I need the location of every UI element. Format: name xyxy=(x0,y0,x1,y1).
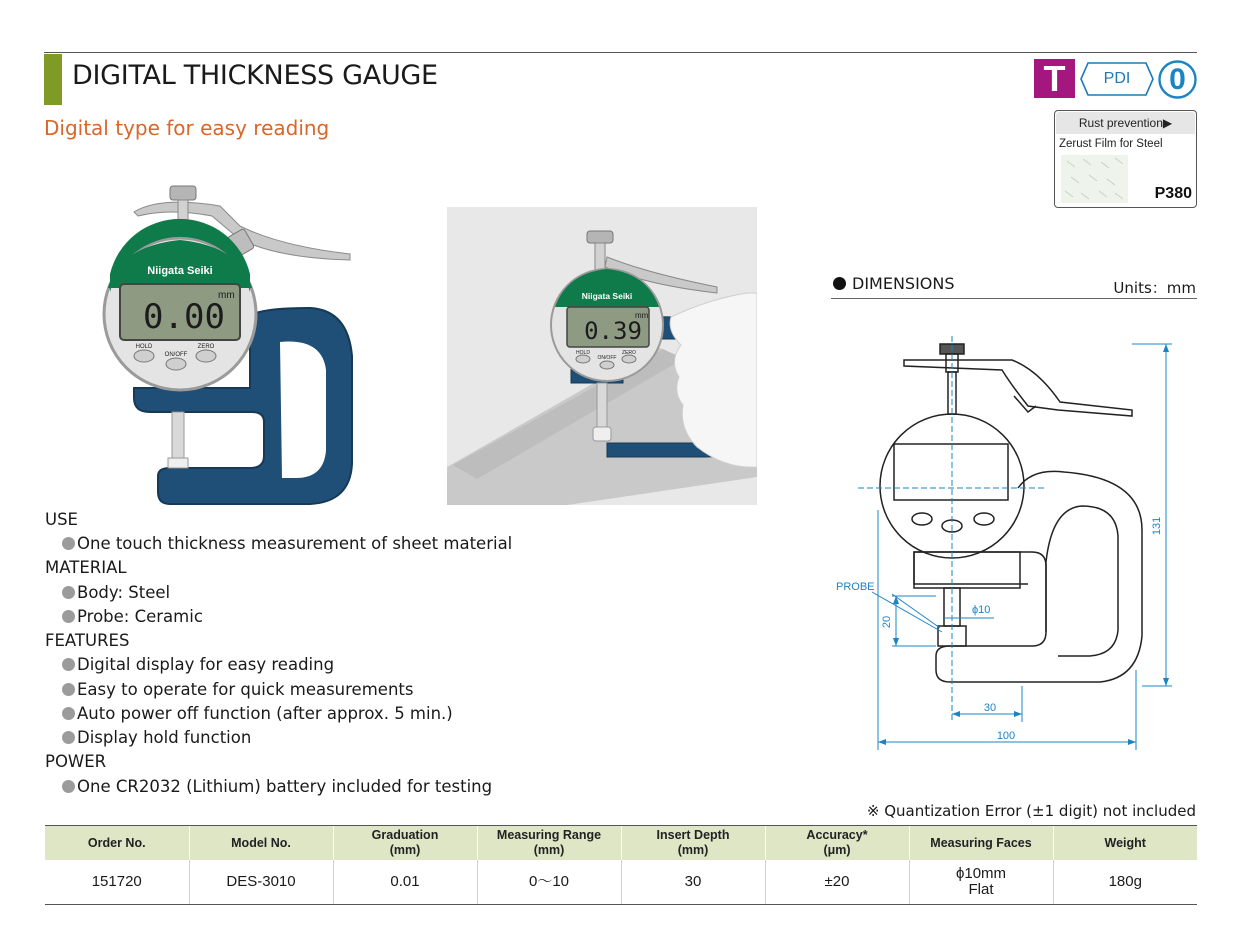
pdi-icon-label: PDI xyxy=(1103,70,1131,87)
cell-measuring-faces xyxy=(909,860,1053,905)
material-heading: MATERIAL xyxy=(45,558,127,577)
header-accuracy: Accuracy* (μm) xyxy=(765,826,909,861)
gauge-display-reading: 0.00 xyxy=(143,297,225,337)
features-heading: FEATURES xyxy=(45,631,130,650)
features-item-text: Auto power off function (after approx. 5 min.) xyxy=(77,704,453,723)
power-item xyxy=(62,777,492,797)
zero-icon xyxy=(1158,60,1197,99)
hand-gauge-hold-label: HOLD xyxy=(576,350,590,356)
header-weight: Weight xyxy=(1053,826,1197,861)
dimension-probe-label: PROBE xyxy=(836,581,875,593)
rust-prevention-box[interactable] xyxy=(1054,110,1197,208)
features-item-text: Easy to operate for quick measurements xyxy=(77,680,414,699)
features-item xyxy=(62,704,453,724)
use-item xyxy=(62,534,512,554)
gauge-onoff-label: ON/OFF xyxy=(164,352,188,358)
bullet-icon xyxy=(62,586,75,599)
material-item-text: Probe: Ceramic xyxy=(77,607,203,626)
power-item-text: One CR2032 (Lithium) battery included for testing xyxy=(77,777,493,796)
features-item xyxy=(62,680,413,700)
dimensions-heading xyxy=(833,274,955,293)
rust-prevention-product: Zerust Film for Steel xyxy=(1059,138,1163,150)
features-item xyxy=(62,655,334,675)
gauge-mm-label: mm xyxy=(218,290,235,301)
rust-prevention-heading: Rust prevention▶ xyxy=(1056,112,1195,134)
bullet-icon xyxy=(833,277,846,290)
header-model-no: Model No. xyxy=(189,826,333,861)
gauge-hold-label: HOLD xyxy=(135,344,153,350)
cell-insert-depth: 30 xyxy=(621,860,765,905)
pdi-icon xyxy=(1080,62,1154,96)
dimension-insert-label: 30 xyxy=(983,702,997,714)
material-item xyxy=(62,607,203,627)
dimension-height-label: 131 xyxy=(1151,516,1163,536)
hand-gauge-display-reading: 0.39 xyxy=(584,317,642,345)
dimensions-units: Units：mm xyxy=(1113,279,1196,297)
zero-icon-label: 0 xyxy=(1169,63,1186,96)
t-icon: T xyxy=(1034,59,1075,98)
features-item xyxy=(62,728,251,748)
hand-gauge-zero-label: ZERO xyxy=(622,350,636,356)
spec-table xyxy=(45,825,1197,905)
material-item xyxy=(62,583,170,603)
bullet-icon xyxy=(62,780,75,793)
hand-gauge-mm-label: mm xyxy=(635,311,649,320)
cell-faces-line2: Flat xyxy=(968,881,994,898)
features-item-text: Display hold function xyxy=(77,728,252,747)
gauge-zero-label: ZERO xyxy=(197,344,215,350)
top-rule xyxy=(44,52,1197,53)
rust-prevention-page: P380 xyxy=(1154,185,1192,202)
power-heading: POWER xyxy=(45,752,107,771)
cell-accuracy: ±20 xyxy=(765,860,909,905)
header-order-no: Order No. xyxy=(45,826,189,861)
cell-graduation: 0.01 xyxy=(333,860,477,905)
use-heading: USE xyxy=(45,510,78,529)
bullet-icon xyxy=(62,610,75,623)
bullet-icon xyxy=(62,683,75,696)
cell-order-no: 151720 xyxy=(45,860,189,905)
cell-model-no: DES-3010 xyxy=(189,860,333,905)
bullet-icon xyxy=(62,707,75,720)
gauge-product-photo xyxy=(100,176,370,516)
hand-gauge-onoff-label: ON/OFF xyxy=(597,355,617,361)
header-insert-depth: Insert Depth (mm) xyxy=(621,826,765,861)
header-measuring-range: Measuring Range (mm) xyxy=(477,826,621,861)
dimensions-heading-text: DIMENSIONS xyxy=(852,274,955,293)
dimension-depth-label: 20 xyxy=(881,615,893,629)
dimension-probe-diameter-label: ϕ10 xyxy=(972,604,991,616)
cell-measuring-range: 0～10 xyxy=(477,860,621,905)
hand-gauge-brand-text: Niigata Seiki xyxy=(581,291,633,301)
zerust-film-swatch xyxy=(1061,155,1128,203)
header-measuring-faces: Measuring Faces xyxy=(909,826,1053,861)
dimension-width-label: 100 xyxy=(996,730,1016,742)
material-item-text: Body: Steel xyxy=(77,583,171,602)
cell-weight: 180g xyxy=(1053,860,1197,905)
gauge-in-use-photo xyxy=(447,207,757,505)
title-accent-bar xyxy=(44,54,62,105)
use-item-text: One touch thickness measurement of sheet material xyxy=(77,534,513,553)
quantization-note: ※ Quantization Error (±1 digit) not included xyxy=(866,802,1196,820)
dimension-drawing xyxy=(832,330,1177,755)
header-graduation: Graduation (mm) xyxy=(333,826,477,861)
bullet-icon xyxy=(62,658,75,671)
gauge-brand-text: Niigata Seiki xyxy=(147,265,213,277)
features-item-text: Digital display for easy reading xyxy=(77,655,335,674)
bullet-icon xyxy=(62,731,75,744)
cell-faces-line1: ϕ10mm xyxy=(955,865,1007,882)
table-row[interactable] xyxy=(45,860,1197,905)
page-title: DIGITAL THICKNESS GAUGE xyxy=(72,60,438,91)
bullet-icon xyxy=(62,537,75,550)
page-subtitle: Digital type for easy reading xyxy=(44,116,330,140)
table-header-row xyxy=(45,826,1197,861)
dimensions-rule xyxy=(831,298,1197,299)
